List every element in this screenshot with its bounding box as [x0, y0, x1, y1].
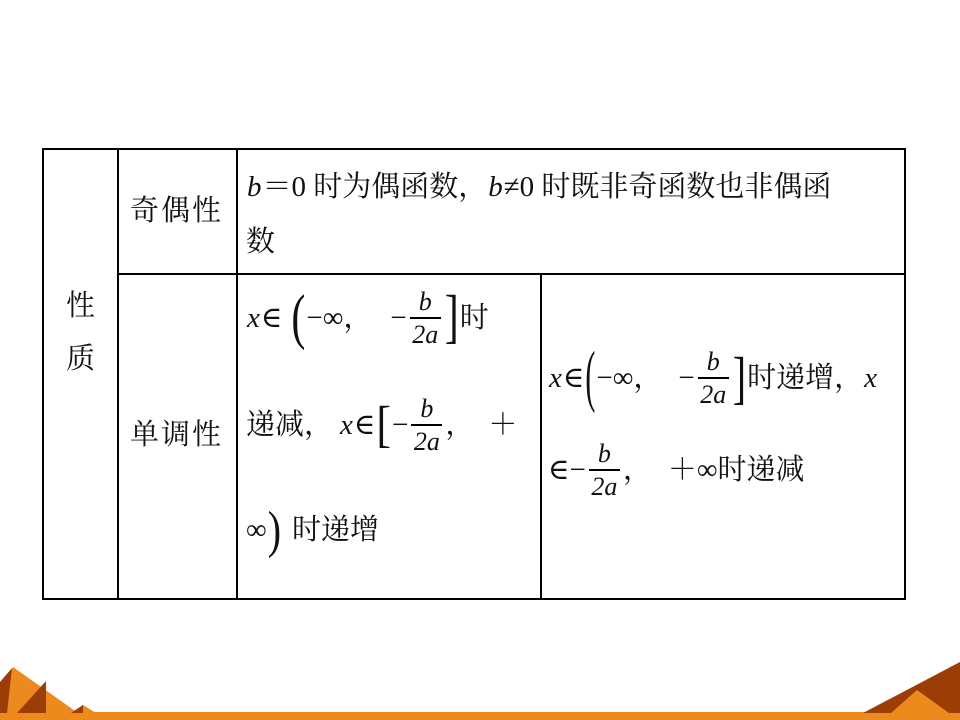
math-text: ∈	[548, 453, 570, 486]
math-text: ＋∞时递减	[667, 453, 805, 486]
fraction-b-over-2a	[589, 440, 620, 501]
fraction-b-over-2a	[698, 348, 729, 409]
math-text: ∈	[260, 301, 283, 334]
parity-content-line-1	[246, 165, 831, 209]
fraction-denominator: 2a	[700, 380, 727, 409]
monotonicity-left-line-2	[246, 385, 517, 465]
fraction-numerator: b	[589, 440, 620, 471]
monotonicity-left-line-1	[246, 278, 489, 358]
fraction-numerator: b	[410, 288, 441, 319]
property-label-char-2: 质	[65, 343, 95, 375]
cell-parity-label	[117, 150, 236, 273]
math-text: 时递增	[292, 513, 380, 546]
math-variable: x	[549, 361, 562, 394]
math-variable: x	[247, 301, 260, 334]
fraction-numerator: b	[411, 395, 442, 426]
big-delimiter: ]	[444, 285, 459, 351]
parity-label: 奇偶性	[129, 195, 223, 227]
math-text: ∈	[562, 361, 585, 394]
bottom-bar	[0, 712, 960, 720]
math-text: ，	[445, 408, 475, 441]
math-text: ≠0 时既非奇函数也非偶函	[503, 170, 832, 203]
monotonicity-left-line-3	[246, 490, 379, 570]
big-delimiter: (	[291, 284, 306, 352]
math-variable: x	[864, 361, 877, 394]
cell-parity-content	[236, 150, 904, 273]
math-text: ∈	[353, 408, 376, 441]
math-text: −	[392, 408, 409, 441]
fraction-denominator: 2a	[591, 472, 618, 501]
fraction-denominator: 2a	[413, 427, 440, 456]
math-text: −	[569, 453, 586, 486]
math-text: −∞，	[306, 301, 373, 334]
properties-table	[42, 148, 906, 600]
math-text: 时	[459, 301, 489, 334]
math-text: ＋	[488, 408, 518, 441]
property-label-char-1: 性	[65, 290, 95, 322]
math-text: −∞，	[596, 361, 663, 394]
parity-content-line-2	[246, 220, 275, 264]
big-delimiter: ]	[732, 344, 747, 410]
monotonicity-right-line-1	[548, 338, 878, 418]
fraction-b-over-2a	[410, 288, 441, 349]
cell-monotonicity-left	[236, 273, 540, 598]
bottom-mountain-decoration	[0, 640, 960, 720]
math-text: 时递增，	[747, 361, 864, 394]
math-text: 递减，	[246, 408, 334, 441]
fraction-denominator: 2a	[412, 320, 439, 349]
monotonicity-label: 单调性	[129, 419, 223, 451]
fraction-b-over-2a	[411, 395, 442, 456]
math-text: ＝0 时为偶函数，	[262, 170, 488, 203]
cell-property-label	[44, 150, 117, 598]
cell-monotonicity-label	[117, 273, 236, 598]
math-variable: b	[488, 170, 503, 203]
math-text: −	[678, 361, 695, 394]
math-text: 数	[246, 225, 276, 258]
monotonicity-right-line-2	[548, 430, 805, 510]
math-variable: b	[247, 170, 262, 203]
math-variable: x	[340, 408, 353, 441]
big-delimiter: [	[376, 396, 392, 453]
math-text: ∞	[246, 513, 267, 546]
cell-monotonicity-right	[540, 273, 904, 598]
big-delimiter: (	[585, 338, 596, 415]
big-delimiter: )	[267, 500, 282, 559]
math-text: −	[390, 301, 407, 334]
math-text: ，	[622, 453, 652, 486]
fraction-numerator: b	[698, 348, 729, 379]
